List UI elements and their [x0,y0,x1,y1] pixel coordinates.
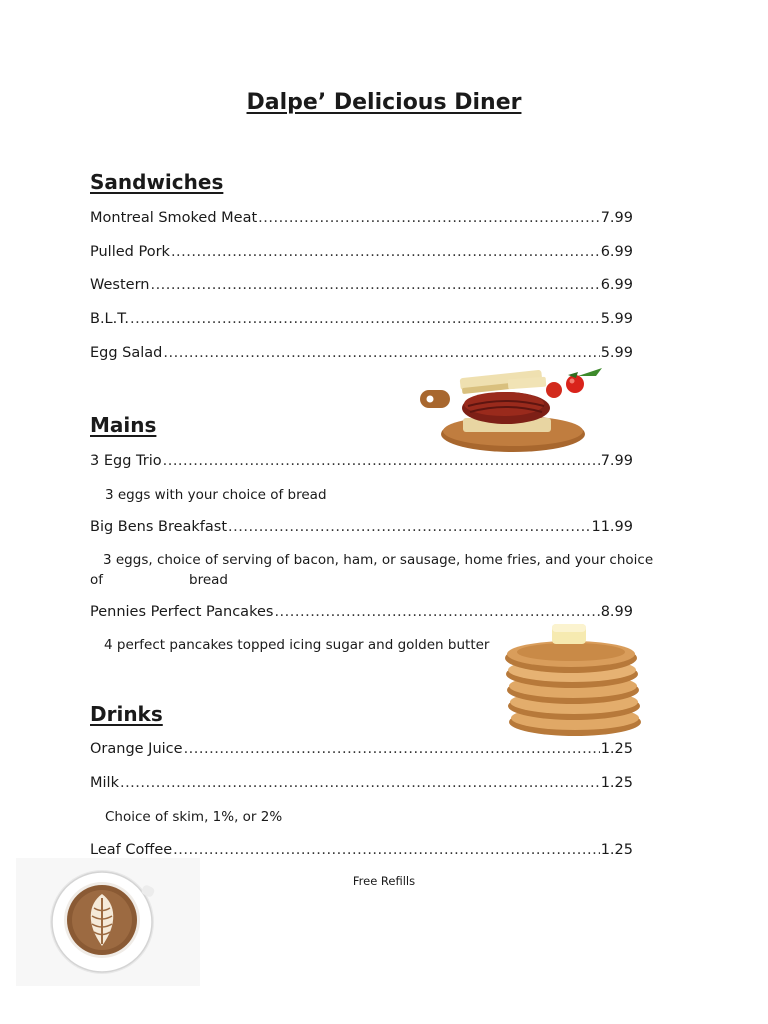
menu-item-montreal-smoked-meat [90,210,633,226]
dot-leader [184,741,600,757]
menu-title: Dalpe’ Delicious Diner [246,90,522,115]
item-name: Western [90,277,150,293]
dot-leader [130,311,600,327]
dot-leader [258,210,600,226]
description-line: 3 eggs, choice of serving of bacon, ham, or sausage, home fries, and your choice [103,552,654,568]
free-refills-note: Free Refills [352,874,416,888]
description-word: bread [189,572,228,588]
dot-leader [120,775,600,791]
item-name: Big Bens Breakfast [90,519,228,535]
item-description: 4 perfect pancakes topped icing sugar and golden butter [104,637,490,653]
menu-item-blt [90,311,633,327]
item-price: 11.99 [591,519,633,535]
item-price: 6.99 [600,244,633,260]
section-heading-drinks: Drinks [90,702,163,726]
item-price: 1.25 [600,775,633,791]
menu-item-pulled-pork [90,244,633,260]
dot-leader [173,842,600,858]
item-price: 5.99 [600,311,633,327]
section-heading-mains: Mains [90,413,157,437]
dot-leader [150,277,599,293]
item-name: 3 Egg Trio [90,453,162,469]
pancakes-image [500,618,650,744]
item-price: 1.25 [600,842,633,858]
description-line [90,570,680,590]
dot-leader [163,453,600,469]
item-price: 8.99 [600,604,633,620]
sandwich-image [418,366,610,458]
item-name: Egg Salad [90,345,163,361]
item-price: 5.99 [600,345,633,361]
menu-item-milk [90,775,633,791]
item-name: Montreal Smoked Meat [90,210,258,226]
section-heading-sandwiches: Sandwiches [90,170,224,194]
coffee-image [16,858,200,986]
item-description [90,550,680,590]
item-price: 7.99 [600,210,633,226]
item-name: Leaf Coffee [90,842,173,858]
item-description: 3 eggs with your choice of bread [105,487,327,503]
item-description: Choice of skim, 1%, or 2% [105,809,283,825]
menu-item-egg-salad [90,345,633,361]
menu-item-leaf-coffee [90,842,633,858]
dot-leader [171,244,600,260]
menu-item-orange-juice [90,741,633,757]
item-price: 7.99 [600,453,633,469]
dot-leader [163,345,599,361]
item-price: 6.99 [600,277,633,293]
item-name: B.L.T. [90,311,129,327]
menu-item-big-bens-breakfast [90,519,633,535]
item-price: 1.25 [600,741,633,757]
menu-item-3-egg-trio [90,453,633,469]
dot-leader [228,519,590,535]
item-name: Milk [90,775,119,791]
item-name: Pulled Pork [90,244,170,260]
description-word: of [90,572,104,588]
item-name: Pennies Perfect Pancakes [90,604,274,620]
item-name: Orange Juice [90,741,183,757]
menu-item-western [90,277,633,293]
